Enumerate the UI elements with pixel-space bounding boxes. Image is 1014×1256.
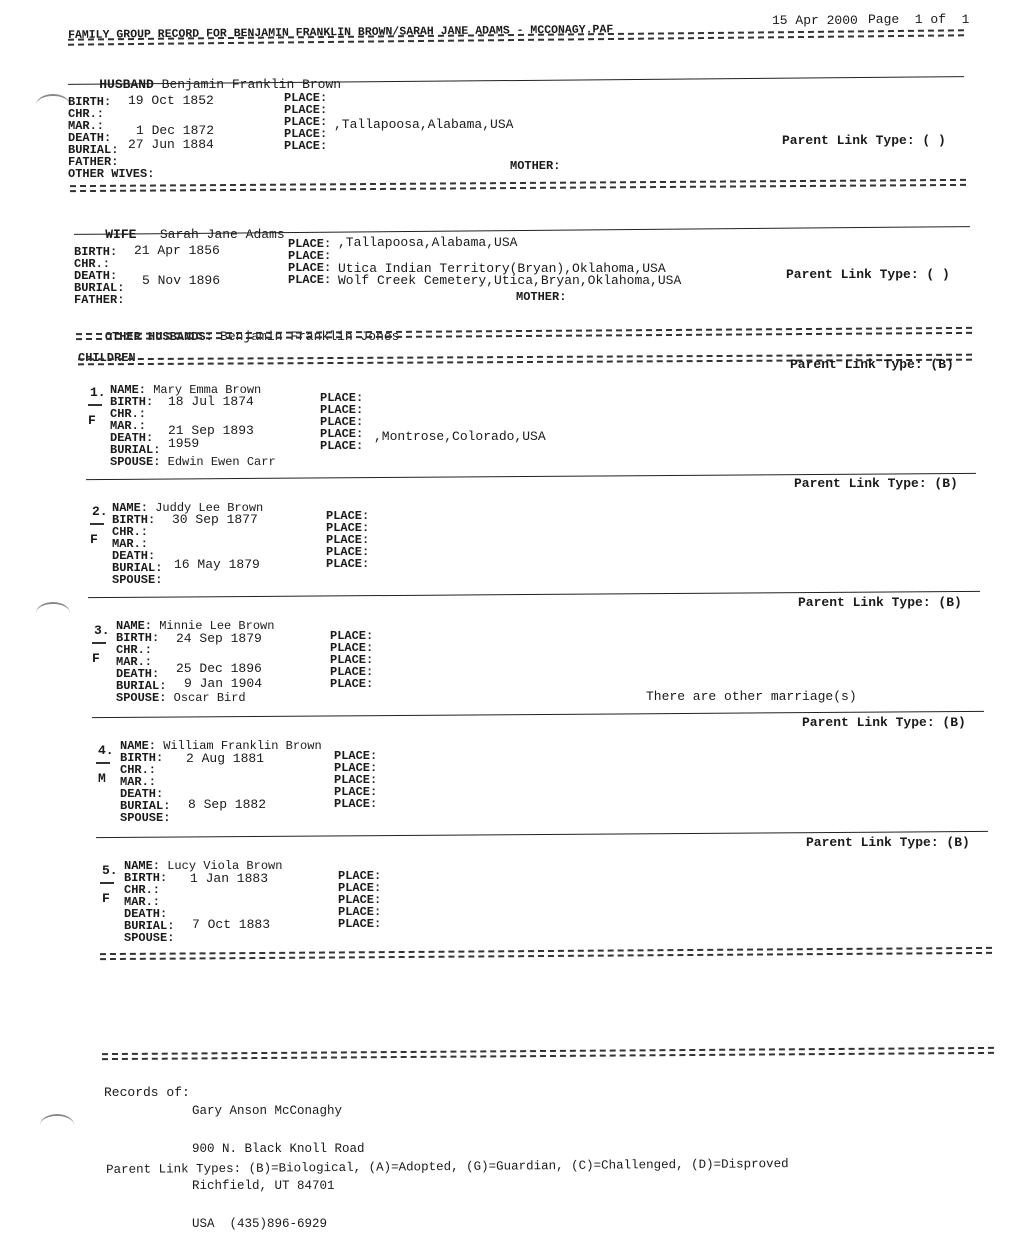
husband-name: Benjamin Franklin Brown	[161, 76, 342, 92]
child5-birth-label: BIRTH:	[124, 871, 168, 885]
husband-chr-label: CHR.:	[68, 107, 105, 121]
husband-heading-label: HUSBAND	[99, 76, 154, 92]
wife-burial-place: Wolf Creek Cemetery,Utica,Bryan,Oklahoma,USA	[338, 273, 682, 288]
wife-birth-date: 21 Apr 1856	[134, 243, 220, 258]
child4-burial-label: BURIAL:	[120, 799, 171, 813]
child2-chr-place-label: PLACE:	[326, 521, 370, 535]
child5-death-label: DEATH:	[124, 907, 168, 921]
child2-sex: F	[90, 532, 98, 547]
wife-father-label: FATHER:	[74, 293, 125, 307]
child1-mar-place: ,Montrose,Colorado,USA	[374, 429, 546, 444]
child1-death-date: 1959	[168, 436, 200, 451]
husband-birth-label: BIRTH:	[68, 95, 112, 109]
child1-death-label: DEATH:	[110, 431, 154, 445]
child5-spouse-label: SPOUSE:	[124, 931, 175, 945]
husband-places	[284, 92, 327, 152]
child4-parent-link: Parent Link Type: (B)	[802, 715, 966, 730]
child4-places	[334, 750, 377, 810]
child3-spouse: Oscar Bird	[173, 691, 246, 705]
record-date: 15 Apr 2000	[772, 13, 858, 28]
husband-mar-place: ,Tallapoosa,Alabama,USA	[334, 117, 514, 132]
child3-note: There are other marriage(s)	[646, 689, 857, 704]
child3-sex: F	[92, 651, 100, 666]
child3-parent-link: Parent Link Type: (B)	[798, 595, 962, 610]
child3-spouse-line	[116, 692, 274, 704]
husband-birth-place-label: PLACE:	[284, 91, 328, 105]
wife-death-place: Utica Indian Territory(Bryan),Oklahoma,USA	[338, 261, 666, 276]
child3-spouse-label: SPOUSE:	[116, 691, 167, 705]
child4-mar-label: MAR.:	[120, 775, 157, 789]
husband-burial-label: BURIAL:	[68, 143, 119, 157]
footer-rule	[102, 1047, 994, 1060]
husband-parent-link: Parent Link Type: ( )	[782, 133, 946, 148]
child4-birth-place-label: PLACE:	[334, 749, 378, 763]
husband-death-place-label: PLACE:	[284, 127, 328, 141]
wife-death-label: DEATH:	[74, 269, 118, 283]
child2-chr-label: CHR.:	[112, 525, 149, 539]
address-line-1: Gary Anson McConaghy	[192, 1104, 343, 1118]
child4-name: William Franklin Brown	[163, 739, 322, 753]
wife-birth-place-label: PLACE:	[288, 237, 332, 251]
wife-burial-place-label: PLACE:	[288, 273, 332, 287]
child2-burial-place-label: PLACE:	[326, 557, 370, 571]
child4-birth-date: 2 Aug 1881	[186, 751, 265, 766]
child1-mar-label: MAR.:	[110, 419, 147, 433]
child2-name-label: NAME:	[112, 501, 149, 515]
child3-death-label: DEATH:	[116, 667, 160, 681]
child2-mar-label: MAR.:	[112, 537, 149, 551]
wife-chr-place-label: PLACE:	[288, 249, 332, 263]
child3-death-place-label: PLACE:	[330, 665, 374, 679]
husband-father-label: FATHER:	[68, 155, 119, 169]
child4-spouse-label: SPOUSE:	[120, 811, 171, 825]
child1-burial-label: BURIAL:	[110, 443, 161, 457]
child4-death-date: 8 Sep 1882	[188, 797, 267, 812]
wife-other-husbands-label: OTHER HUSBANDS:	[104, 329, 213, 344]
child5-burial-label: BURIAL:	[124, 919, 175, 933]
wife-mother-label: MOTHER:	[516, 290, 567, 304]
husband-chr-place-label: PLACE:	[284, 103, 328, 117]
child5-name: Lucy Viola Brown	[167, 859, 283, 873]
child2-death-date: 16 May 1879	[174, 557, 260, 572]
child3-dash	[92, 642, 106, 644]
child5-burial-place-label: PLACE:	[338, 917, 382, 931]
child3-birth-date: 24 Sep 1879	[176, 631, 262, 646]
punch-hole-middle	[36, 602, 70, 624]
child2-death-label: DEATH:	[112, 549, 156, 563]
child3-burial-place-label: PLACE:	[330, 677, 374, 691]
children-end-rule	[100, 947, 992, 960]
child5-sex: F	[102, 891, 110, 906]
child3-burial-label: BURIAL:	[116, 679, 167, 693]
child3-mar-place-label: PLACE:	[330, 653, 374, 667]
child1-birth-date: 18 Jul 1874	[168, 394, 254, 409]
child4-num: 4.	[98, 743, 114, 758]
wife-death-date: 5 Nov 1896	[142, 273, 221, 288]
record-title: FAMILY GROUP RECORD FOR BENJAMIN FRANKLIN BROWN/SARAH JANE ADAMS - MCCONAGY.PAF	[67, 23, 614, 42]
child5-places	[338, 870, 381, 930]
child1-chr-place-label: PLACE:	[320, 403, 364, 417]
child1-chr-label: CHR.:	[110, 407, 147, 421]
child5-mar-label: MAR.:	[124, 895, 161, 909]
address-line-4: USA (435)896-6929	[192, 1216, 328, 1231]
child4-chr-label: CHR.:	[120, 763, 157, 777]
wife-birth-label: BIRTH:	[74, 245, 118, 259]
child2-dash	[90, 523, 104, 525]
child4-burial-place-label: PLACE:	[334, 797, 378, 811]
child2-spouse-label: SPOUSE:	[112, 573, 163, 587]
child5-dash	[100, 882, 114, 884]
child4-death-label: DEATH:	[120, 787, 164, 801]
husband-mar-date: 1 Dec 1872	[136, 123, 215, 138]
child5-name-label: NAME:	[124, 859, 161, 873]
child1-birth-place-label: PLACE:	[320, 391, 364, 405]
child2-parent-link: Parent Link Type: (B)	[794, 476, 958, 491]
child2-death-place-label: PLACE:	[326, 545, 370, 559]
child3-name-label: NAME:	[116, 619, 153, 633]
children-heading: CHILDREN	[78, 351, 136, 365]
address-line-2: 900 N. Black Knoll Road	[192, 1141, 365, 1156]
child3-birth-label: BIRTH:	[116, 631, 160, 645]
child1-dash	[88, 404, 102, 406]
parent-link-legend: Parent Link Types: (B)=Biological, (A)=Adopted, (G)=Guardian, (C)=Challenged, (D)=Disproved	[105, 1157, 789, 1177]
child1-places	[320, 392, 363, 452]
wife-name: Sarah Jane Adams	[159, 226, 285, 242]
child2-birth-date: 30 Sep 1877	[172, 512, 258, 527]
child1-name: Mary Emma Brown	[153, 383, 262, 397]
child3-chr-place-label: PLACE:	[330, 641, 374, 655]
child1-name-label: NAME:	[110, 383, 147, 397]
child1-parent-link: Parent Link Type: (B)	[790, 357, 954, 372]
child1-death-place-label: PLACE:	[320, 427, 364, 441]
child2-birth-label: BIRTH:	[112, 513, 156, 527]
husband-other-wives-label: OTHER WIVES:	[68, 167, 155, 181]
child2-places	[326, 510, 369, 570]
child3-name: Minnie Lee Brown	[159, 619, 275, 633]
address-line-3: Richfield, UT 84701	[192, 1179, 335, 1193]
husband-mar-label: MAR.:	[68, 119, 105, 133]
child3-places	[330, 630, 373, 690]
wife-chr-label: CHR.:	[74, 257, 111, 271]
child1-spouse-line	[110, 456, 276, 468]
husband-burial-place-label: PLACE:	[284, 139, 328, 153]
records-of-label: Records of:	[104, 1085, 190, 1100]
wife-places	[288, 238, 331, 286]
child1-sex: F	[88, 413, 96, 428]
punch-hole-bottom	[40, 1114, 74, 1136]
child5-parent-link: Parent Link Type: (B)	[806, 835, 970, 850]
child2-burial-label: BURIAL:	[112, 561, 163, 575]
child2-num: 2.	[92, 504, 108, 519]
child3-mar-label: MAR.:	[116, 655, 153, 669]
husband-mar-place-label: PLACE:	[284, 115, 328, 129]
child4-mar-place-label: PLACE:	[334, 773, 378, 787]
child1-burial-place-label: PLACE:	[320, 439, 364, 453]
child5-num: 5.	[102, 863, 118, 878]
child1-num: 1.	[90, 385, 106, 400]
punch-hole-top	[36, 94, 70, 116]
child1-mar-place-label: PLACE:	[320, 415, 364, 429]
child3-num: 3.	[94, 623, 110, 638]
child4-dash	[96, 762, 110, 764]
wife-birth-place: ,Tallapoosa,Alabama,USA	[338, 235, 518, 250]
wife-other-husbands-value: Benjamin Franklin Jones	[220, 328, 400, 344]
child5-mar-place-label: PLACE:	[338, 893, 382, 907]
page-number: Page 1 of 1	[868, 12, 970, 27]
child4-birth-label: BIRTH:	[120, 751, 164, 765]
child5-chr-place-label: PLACE:	[338, 881, 382, 895]
child2-name: Juddy Lee Brown	[155, 501, 264, 515]
husband-birth-date: 19 Oct 1852	[128, 93, 214, 108]
child2-birth-place-label: PLACE:	[326, 509, 370, 523]
child5-death-place-label: PLACE:	[338, 905, 382, 919]
child4-sex: M	[98, 771, 106, 786]
child4-chr-place-label: PLACE:	[334, 761, 378, 775]
child1-spouse-label: SPOUSE:	[110, 455, 161, 469]
child3-chr-label: CHR.:	[116, 643, 153, 657]
child3-death-date: 9 Jan 1904	[184, 676, 263, 691]
wife-death-place-label: PLACE:	[288, 261, 332, 275]
child5-death-date: 7 Oct 1883	[192, 917, 271, 932]
wife-burial-label: BURIAL:	[74, 281, 125, 295]
wife-heading-label: WIFE	[105, 226, 137, 242]
husband-death-label: DEATH:	[68, 131, 112, 145]
child5-chr-label: CHR.:	[124, 883, 161, 897]
child4-name-label: NAME:	[120, 739, 157, 753]
child1-spouse: Edwin Ewen Carr	[167, 455, 276, 469]
wife-labels	[74, 246, 124, 306]
child5-birth-place-label: PLACE:	[338, 869, 382, 883]
child5-birth-date: 1 Jan 1883	[190, 871, 269, 886]
wife-parent-link: Parent Link Type: ( )	[786, 267, 950, 282]
child1-mar-date: 21 Sep 1893	[168, 423, 254, 438]
husband-mother-label: MOTHER:	[510, 159, 561, 173]
child3-birth-place-label: PLACE:	[330, 629, 374, 643]
husband-death-date: 27 Jun 1884	[128, 137, 214, 152]
child3-mar-date: 25 Dec 1896	[176, 661, 262, 676]
child2-mar-place-label: PLACE:	[326, 533, 370, 547]
child1-birth-label: BIRTH:	[110, 395, 154, 409]
child4-death-place-label: PLACE:	[334, 785, 378, 799]
husband-end-rule	[70, 179, 966, 192]
